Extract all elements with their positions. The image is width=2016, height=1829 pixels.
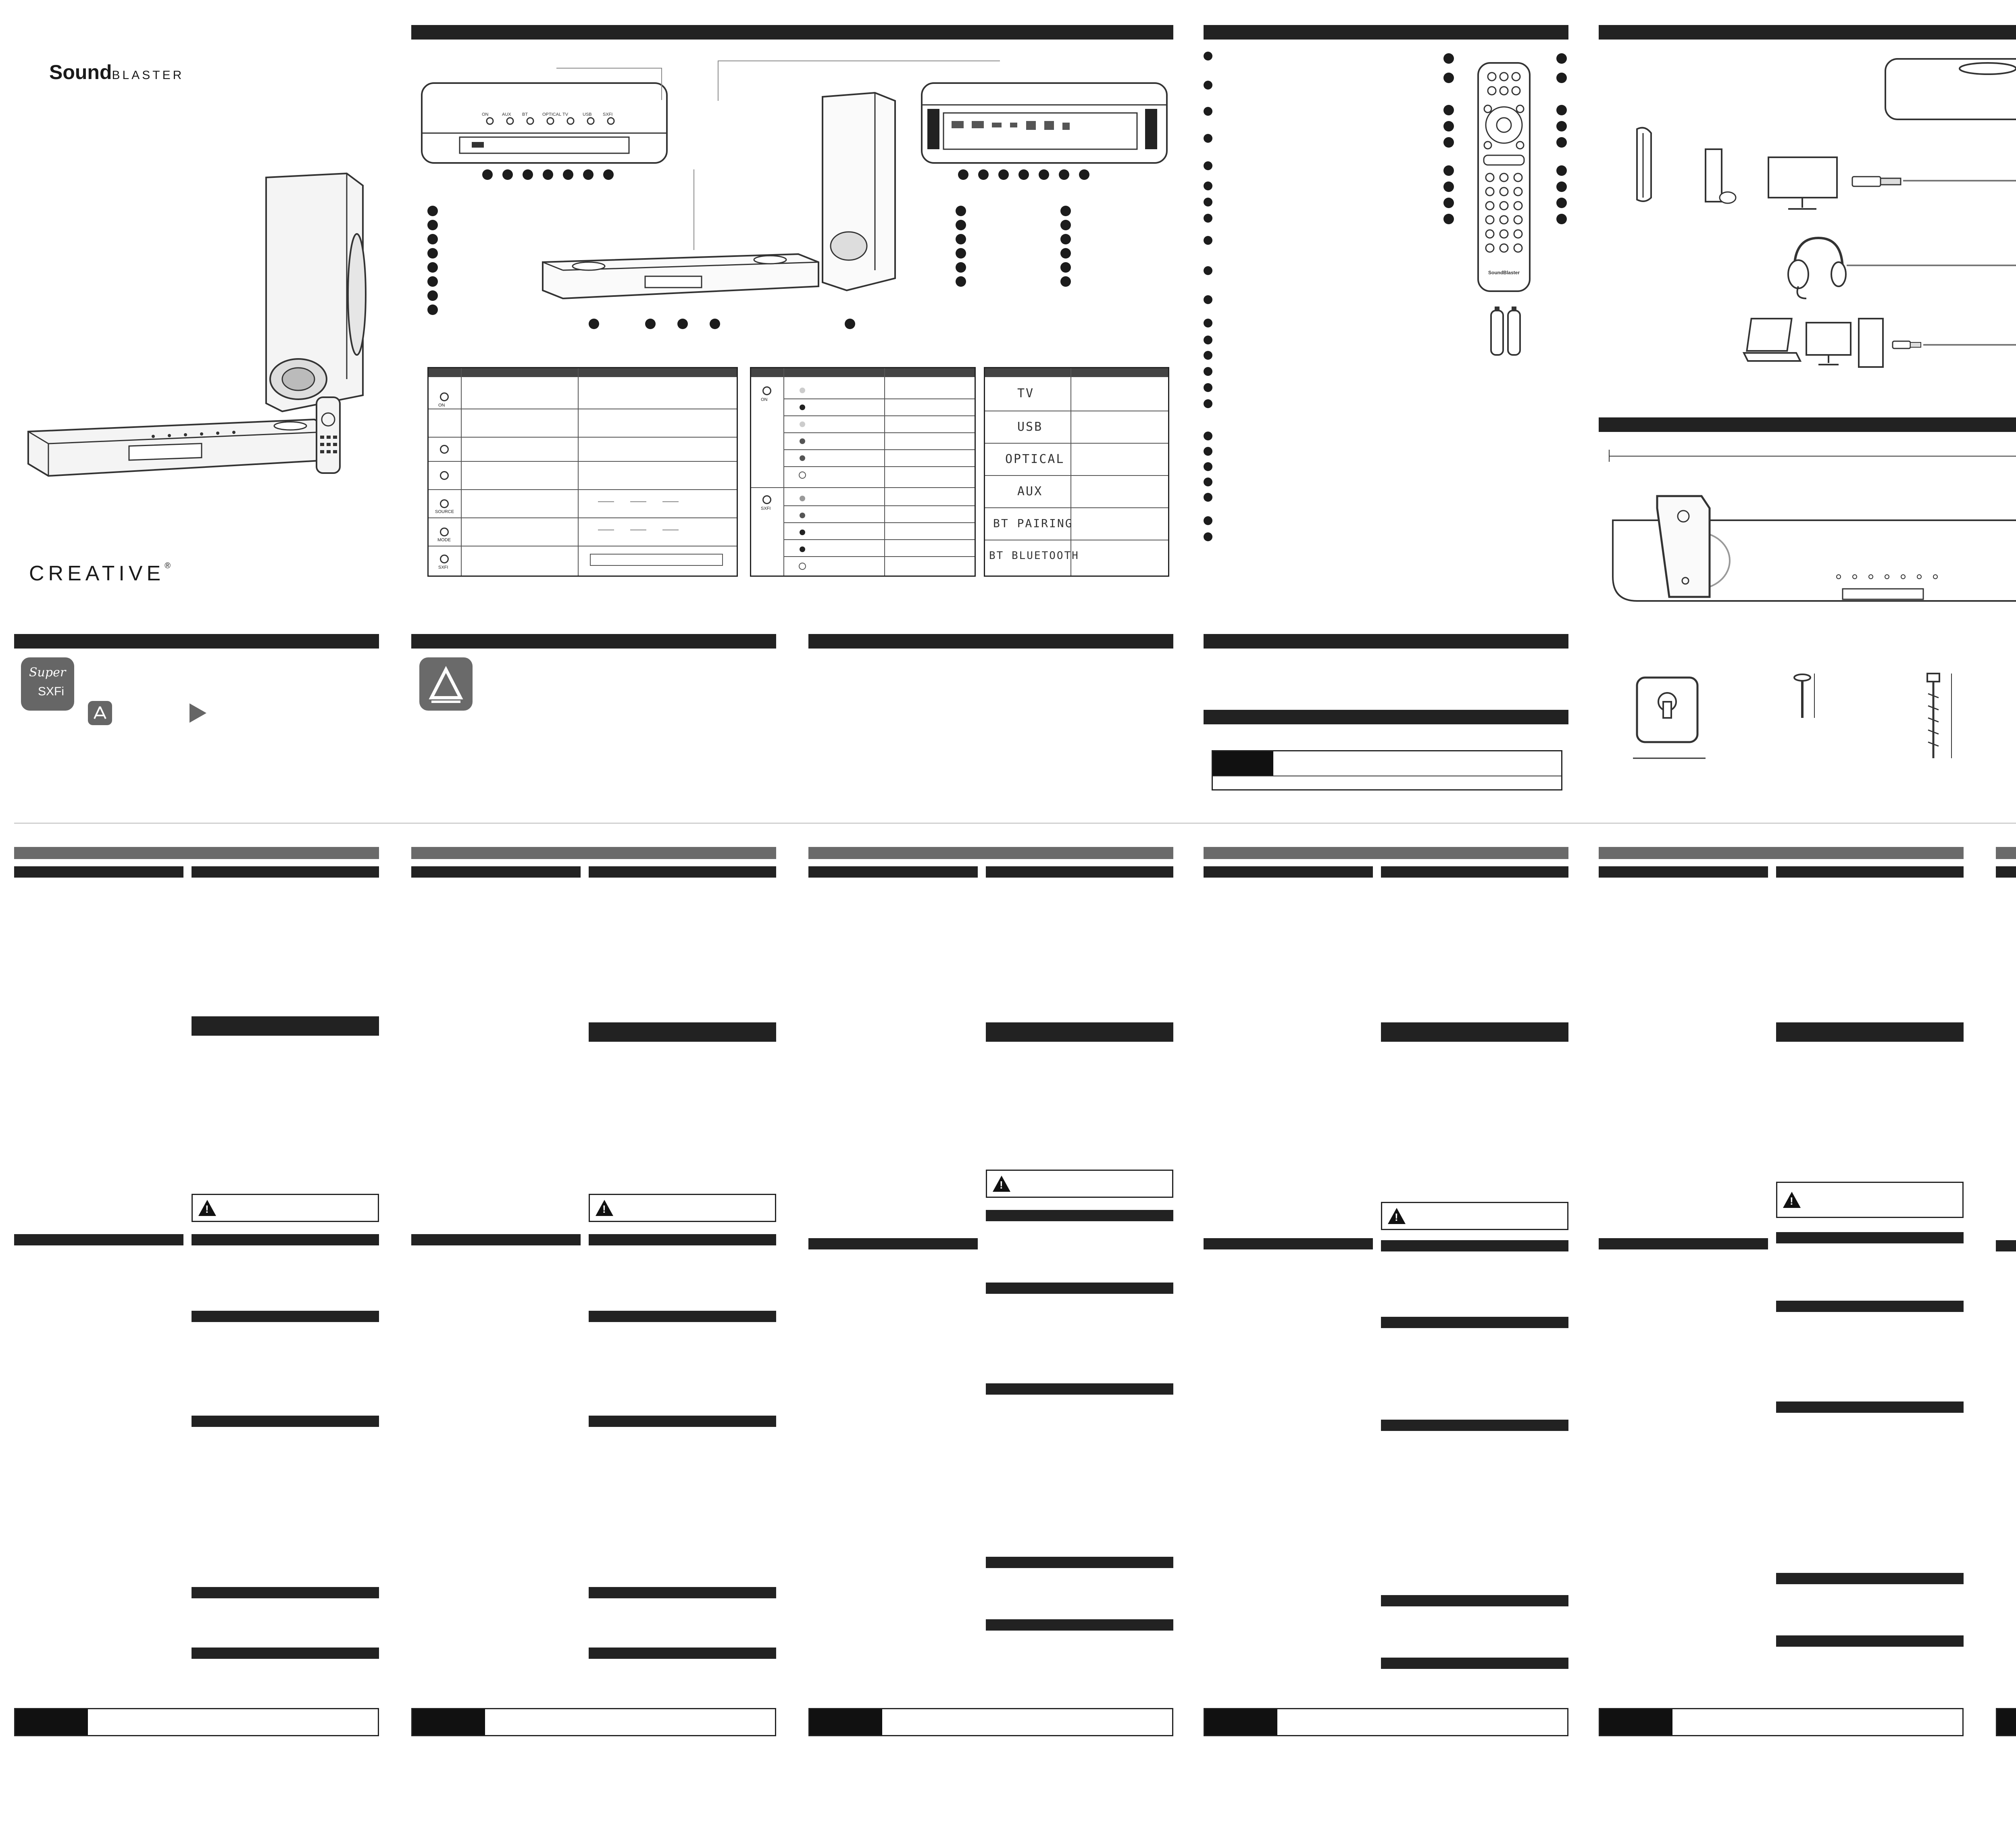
callout-rear-4 (1018, 169, 1029, 180)
led-status-dot (799, 563, 806, 570)
section-header-bar (808, 634, 1173, 649)
sound-blaster-logo: SoundBLASTER (49, 61, 184, 83)
callout-left-6 (427, 276, 438, 287)
rear-panel-drawing (919, 81, 1169, 165)
soundbar-rear-connections-drawing (1883, 56, 2016, 125)
remote-callout (1556, 105, 1567, 115)
led-status-dot (799, 471, 806, 479)
callout-left-4 (427, 248, 438, 259)
sxfi-button-icon (762, 495, 771, 504)
connection-wire (1847, 265, 2016, 266)
led-status-dot (800, 496, 805, 501)
laptop-icon (1742, 315, 1802, 367)
svg-text:SoundBlaster: SoundBlaster (1488, 270, 1520, 275)
console-xbox-icon (1702, 145, 1738, 210)
display-state-aux: AUX (1017, 484, 1043, 498)
remote-function-list (1204, 48, 1220, 573)
callout-rear-col-a-2 (956, 220, 966, 230)
remote-callout (1443, 105, 1454, 115)
led-status-dot (800, 388, 805, 393)
connector-line (556, 68, 661, 69)
callout-front-1 (589, 319, 599, 329)
connector-line (661, 68, 662, 100)
led-status-dot (800, 405, 805, 410)
language-panel-4 (1204, 847, 1568, 1740)
callout-left-3 (427, 234, 438, 244)
app-header-bar (14, 634, 379, 649)
soundbar-illustration (24, 415, 339, 488)
remote-callout (1556, 165, 1567, 176)
display-state-tv: TV (1017, 386, 1035, 400)
callout-rear-col-b-1 (1060, 206, 1071, 216)
callout-front-2 (645, 319, 656, 329)
language-panel-5 (1599, 847, 1964, 1740)
callout-left-5 (427, 262, 438, 273)
led-status-dot (800, 530, 805, 535)
remote-callout (1556, 137, 1567, 148)
source-icon (440, 499, 449, 508)
remote-callout (1443, 181, 1454, 192)
callout-rear-col-b-6 (1060, 276, 1071, 287)
callout-rear-7 (1079, 169, 1089, 180)
sxfi-app-icon[interactable]: Super SXFi (21, 657, 74, 711)
led-status-dot (800, 421, 805, 427)
creative-app-header-bar (411, 634, 776, 649)
connections-header-bar (1599, 25, 2016, 40)
remote-callout (1443, 165, 1454, 176)
display-state-bt-bluetooth: BT BLUETOOTH (989, 550, 1079, 562)
remote-header-bar (1204, 25, 1568, 40)
dimension-line (1609, 456, 2016, 457)
top-panel-labels: ON AUX BT OPTICAL TV USB SXFI (482, 112, 613, 117)
dimension-tick (1609, 450, 1610, 462)
callout-rear-col-a-3 (956, 234, 966, 244)
table-header (751, 368, 975, 377)
mode-icon (440, 528, 449, 536)
fold-divider (14, 823, 2016, 824)
connector-line (718, 60, 1000, 61)
remote-callout (1556, 214, 1567, 224)
callout-6 (583, 169, 594, 180)
subwoofer-drawing (814, 85, 899, 294)
section-header-bar (1204, 634, 1568, 649)
callout-1 (482, 169, 493, 180)
callout-sub-1 (845, 319, 855, 329)
remote-callout (1556, 121, 1567, 131)
section-header-bar (1204, 710, 1568, 724)
callout-rear-col-b-5 (1060, 262, 1071, 273)
remote-callout (1443, 198, 1454, 208)
led-status-dot (800, 438, 805, 444)
display-state-usb: USB (1017, 420, 1043, 434)
wall-anchor-screw-icon (1915, 669, 1964, 766)
language-panel-2 (411, 847, 776, 1740)
callout-rear-3 (998, 169, 1009, 180)
remote-callout (1443, 73, 1454, 83)
remote-callout (1443, 53, 1454, 64)
monitor-icon (1766, 153, 1839, 214)
callout-rear-col-b-3 (1060, 234, 1071, 244)
led-status-dot (800, 546, 805, 552)
connection-wire (1903, 180, 2016, 181)
soundbar-bracket-drawing (1609, 480, 2016, 617)
controls-table: ON SOURCE MODE SXFI (427, 367, 738, 577)
warning-icon (1783, 1192, 1801, 1208)
remote-callout (1443, 121, 1454, 131)
sxfi-button-icon (440, 555, 449, 563)
callout-front-3 (677, 319, 688, 329)
remote-callout (1443, 137, 1454, 148)
subwoofer-illustration (258, 169, 371, 419)
language-panel-6 (1996, 847, 2016, 1740)
callout-2 (502, 169, 513, 180)
callout-rear-col-a-6 (956, 276, 966, 287)
callout-rear-6 (1059, 169, 1069, 180)
callout-rear-col-a-5 (956, 262, 966, 273)
connector-line (718, 60, 719, 101)
callout-rear-col-b-4 (1060, 248, 1071, 259)
info-table (1212, 750, 1562, 790)
remote-callout (1556, 198, 1567, 208)
bluetooth-icon (440, 471, 449, 480)
remote-callout (1443, 214, 1454, 224)
remote-callout (1556, 53, 1567, 64)
callout-left-8 (427, 304, 438, 315)
callout-3 (523, 169, 533, 180)
creative-app-icon[interactable] (419, 657, 473, 711)
led-status-dot (800, 513, 805, 518)
remote-callout (1556, 181, 1567, 192)
soundbar-front-drawing (540, 250, 823, 307)
screw-icon (1790, 669, 1822, 730)
display-states-table (984, 367, 1169, 577)
top-control-panel-drawing (419, 81, 669, 165)
callout-4 (543, 169, 553, 180)
callout-left-7 (427, 290, 438, 301)
warning-icon (198, 1200, 216, 1216)
table-header (429, 368, 737, 377)
table-header (985, 368, 1168, 377)
remote-callout (1556, 73, 1567, 83)
callout-5 (563, 169, 573, 180)
callout-rear-col-b-2 (1060, 220, 1071, 230)
console-ps5-icon (1629, 125, 1657, 206)
callout-7 (603, 169, 614, 180)
usb-dongle-icon (1851, 173, 1903, 190)
led-indicator-table: ON SXFI (750, 367, 976, 577)
remote-illustration-small (314, 395, 343, 476)
language-panel-1 (14, 847, 379, 1740)
connection-wire (1923, 344, 2016, 346)
callout-rear-col-a-1 (956, 206, 966, 216)
power-button-icon (440, 392, 449, 401)
wall-mount-header-bar (1599, 417, 2016, 432)
led-status-dot (800, 455, 805, 461)
callout-left-1 (427, 206, 438, 216)
creative-logo: CREATIVE® (29, 561, 175, 585)
google-play-icon[interactable] (185, 701, 210, 725)
cover-panel (0, 0, 387, 629)
warning-icon (1388, 1208, 1406, 1224)
remote-control-drawing (1476, 60, 1532, 294)
volume-icon (440, 445, 449, 454)
callout-rear-2 (978, 169, 989, 180)
warning-icon (596, 1200, 613, 1216)
headset-icon (1782, 230, 1847, 302)
language-panel-3 (808, 847, 1173, 1740)
bracket-detail-drawing (1629, 669, 1710, 766)
overview-header-bar (411, 25, 1173, 40)
app-store-icon[interactable] (88, 701, 112, 725)
callout-rear-col-a-4 (956, 248, 966, 259)
display-state-bt-pairing: BT PAIRING (993, 517, 1073, 530)
desktop-pc-icon (1802, 315, 1891, 371)
warning-icon (993, 1176, 1010, 1192)
batteries-icon (1488, 302, 1524, 359)
callout-left-2 (427, 220, 438, 230)
usb-cable-icon (1891, 339, 1923, 351)
callout-front-4 (710, 319, 720, 329)
power-button-icon (762, 386, 771, 395)
callout-rear-5 (1039, 169, 1049, 180)
callout-rear-1 (958, 169, 968, 180)
display-state-optical: OPTICAL (1005, 452, 1065, 466)
